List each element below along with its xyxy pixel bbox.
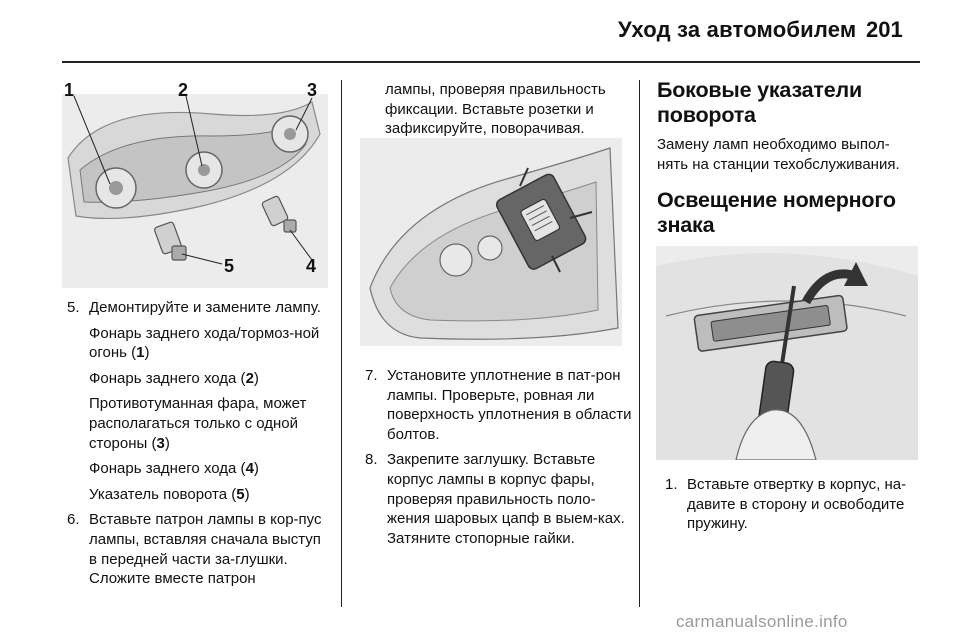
step-text: Вставьте отвертку в корпус, на-давите в сторону и освободите пружину. [687, 476, 907, 533]
step-7 [365, 366, 633, 444]
step-number: 6. [67, 511, 80, 529]
step-text: Вставьте патрон лампы в кор-пус лампы, вставляя сначала выступ в передней части за-глушки. Сложите вместе патрон [89, 511, 322, 588]
callout-1: 1 [64, 80, 75, 100]
step-8 [365, 450, 633, 548]
step-text: Установите уплотнение в пат-рон лампы. Проверьте, ровная ли поверхность уплотнения в области болтов. [387, 367, 632, 443]
callout-2: 2 [178, 80, 189, 100]
bulb-item: Фонарь заднего хода (2) [89, 369, 259, 387]
section-title: Уход за автомобилем [618, 17, 857, 42]
step-6 [67, 510, 329, 588]
column-2-steps [365, 366, 633, 548]
licence-plate-light-figure [656, 246, 918, 460]
bulb-item: Противотуманная фара, может располагаться только с одной стороны (3) [89, 395, 307, 452]
column-divider-2 [639, 80, 640, 607]
bulb-item: Фонарь заднего хода/тормоз-ной огонь (1) [89, 324, 320, 362]
watermark: carmanualsonline.info [676, 612, 848, 631]
page-number: 201 [866, 17, 903, 42]
lamp-housing-figure [360, 138, 622, 346]
step-number: 8. [365, 451, 378, 469]
heading-licence-plate-light: Освещение номерного знака [657, 188, 896, 238]
step-number: 1. [665, 476, 678, 493]
column-1-text [67, 298, 329, 589]
column-3-steps [665, 475, 923, 534]
column-divider-1 [341, 80, 342, 607]
step-number: 7. [365, 367, 378, 384]
column-3-upper [657, 78, 919, 238]
callout-4: 4 [306, 256, 317, 276]
bulb-item: Указатель поворота (5) [89, 485, 250, 503]
step-1 [665, 475, 923, 534]
heading-side-turn-signals: Боковые указатели поворота [657, 78, 862, 127]
callout-5: 5 [224, 256, 235, 276]
step-text: Демонтируйте и замените лампу. [89, 299, 321, 316]
column-2-continuation: лампы, проверяя правильность фиксации. Вставьте розетки и зафиксируйте, поворачивая. [385, 81, 606, 138]
bulb-item: Фонарь заднего хода (4) [89, 460, 259, 478]
callout-3: 3 [307, 80, 318, 100]
header-rule [62, 61, 920, 63]
tail-lamp-figure [62, 74, 328, 288]
step-5 [67, 298, 329, 318]
paragraph-service-station: Замену ламп необходимо выпол-нять на станции техобслуживания. [657, 136, 900, 173]
step-text: Закрепите заглушку. Вставьте корпус лампы в корпус фары, проверяя правильность поло-жения шаровых цапф в выем-ках. Затяните стопорные гайки. [387, 451, 625, 547]
step-number: 5. [67, 299, 80, 316]
